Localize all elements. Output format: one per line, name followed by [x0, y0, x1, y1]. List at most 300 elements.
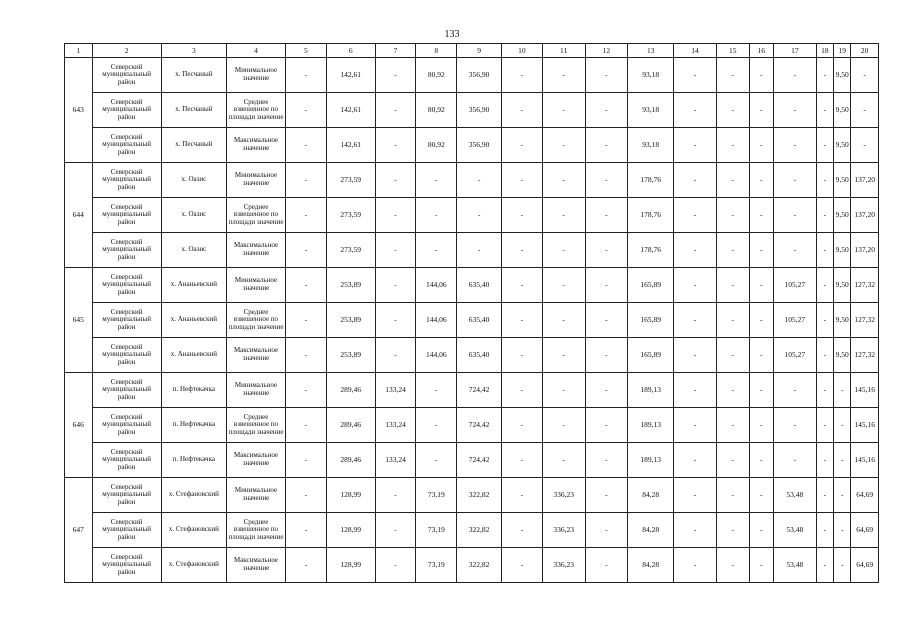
value-cell: 189,13 — [628, 373, 674, 408]
value-cell: 137,20 — [851, 233, 879, 268]
value-cell: - — [674, 373, 717, 408]
value-cell: - — [851, 93, 879, 128]
settlement-cell: х. Песчаный — [161, 128, 226, 163]
table-row — [65, 128, 879, 163]
value-cell: - — [816, 373, 833, 408]
value-cell: - — [834, 408, 851, 443]
value-cell: - — [416, 373, 457, 408]
settlement-cell: п. Нефтекачка — [161, 408, 226, 443]
value-cell: - — [749, 198, 773, 233]
value-cell: - — [375, 58, 416, 93]
value-cell: 105,27 — [773, 268, 816, 303]
value-cell: - — [286, 443, 327, 478]
table-row — [65, 268, 879, 303]
value-cell: 93,18 — [628, 128, 674, 163]
value-cell: 165,89 — [628, 338, 674, 373]
value-cell: - — [773, 233, 816, 268]
value-cell: - — [375, 268, 416, 303]
value-cell: - — [716, 548, 749, 583]
value-cell: - — [542, 338, 585, 373]
value-cell: - — [501, 58, 542, 93]
value-cell: 64,69 — [851, 513, 879, 548]
value-cell: - — [816, 478, 833, 513]
value-cell: - — [716, 513, 749, 548]
district-cell: Северский муниципальный район — [92, 303, 161, 338]
value-cell: 9,50 — [834, 128, 851, 163]
value-cell: 105,27 — [773, 303, 816, 338]
settlement-cell: х. Ананьевский — [161, 338, 226, 373]
column-header: 20 — [851, 44, 879, 58]
data-table — [64, 43, 879, 583]
column-header: 17 — [773, 44, 816, 58]
value-cell: - — [542, 233, 585, 268]
value-cell: - — [286, 478, 327, 513]
value-cell: 84,28 — [628, 478, 674, 513]
value-cell: - — [286, 338, 327, 373]
value-cell: 724,42 — [457, 408, 502, 443]
value-cell: 273,59 — [326, 163, 375, 198]
value-cell: - — [286, 163, 327, 198]
value-cell: 142,61 — [326, 93, 375, 128]
value-cell: - — [501, 233, 542, 268]
district-cell: Северский муниципальный район — [92, 58, 161, 93]
value-cell: 128,99 — [326, 548, 375, 583]
value-type-cell: Минимальное значение — [226, 58, 285, 93]
settlement-cell: п. Нефтекачка — [161, 373, 226, 408]
value-cell: - — [749, 58, 773, 93]
value-cell: - — [816, 128, 833, 163]
value-type-cell: Максимальное значение — [226, 338, 285, 373]
value-cell: - — [375, 338, 416, 373]
value-cell: 137,20 — [851, 198, 879, 233]
value-cell: - — [542, 128, 585, 163]
value-cell: - — [286, 233, 327, 268]
value-cell: - — [674, 198, 717, 233]
value-cell: 127,32 — [851, 338, 879, 373]
value-cell: 336,23 — [542, 478, 585, 513]
value-cell: - — [816, 58, 833, 93]
value-cell: - — [585, 198, 628, 233]
value-cell: 128,99 — [326, 513, 375, 548]
value-cell: 9,50 — [834, 338, 851, 373]
value-cell: 322,82 — [457, 548, 502, 583]
value-cell: - — [674, 93, 717, 128]
value-type-cell: Максимальное значение — [226, 443, 285, 478]
value-cell: 145,16 — [851, 443, 879, 478]
value-cell: - — [585, 58, 628, 93]
settlement-cell: п. Нефтекачка — [161, 443, 226, 478]
value-cell: - — [501, 128, 542, 163]
value-cell: - — [501, 303, 542, 338]
value-cell: - — [542, 163, 585, 198]
value-cell: 144,06 — [416, 303, 457, 338]
value-cell: - — [749, 443, 773, 478]
value-cell: - — [542, 408, 585, 443]
value-cell: - — [542, 58, 585, 93]
district-cell: Северский муниципальный район — [92, 443, 161, 478]
value-type-cell: Максимальное значение — [226, 233, 285, 268]
row-group-id: 644 — [65, 163, 93, 268]
value-cell: - — [286, 128, 327, 163]
settlement-cell: х. Ананьевский — [161, 268, 226, 303]
district-cell: Северский муниципальный район — [92, 268, 161, 303]
district-cell: Северский муниципальный район — [92, 198, 161, 233]
value-cell: 137,20 — [851, 163, 879, 198]
value-cell: - — [286, 198, 327, 233]
value-type-cell: Максимальное значение — [226, 128, 285, 163]
value-cell: 336,23 — [542, 513, 585, 548]
value-cell: 273,59 — [326, 233, 375, 268]
column-header: 3 — [161, 44, 226, 58]
value-cell: - — [816, 338, 833, 373]
value-cell: - — [816, 548, 833, 583]
value-cell: - — [501, 163, 542, 198]
value-cell: - — [716, 268, 749, 303]
value-cell: 635,40 — [457, 268, 502, 303]
value-cell: - — [501, 268, 542, 303]
value-cell: - — [816, 233, 833, 268]
value-cell: 9,50 — [834, 93, 851, 128]
value-cell: - — [286, 58, 327, 93]
value-cell: 165,89 — [628, 268, 674, 303]
value-cell: - — [585, 548, 628, 583]
table-row — [65, 408, 879, 443]
value-cell: 142,61 — [326, 58, 375, 93]
value-cell: - — [749, 268, 773, 303]
district-cell: Северский муниципальный район — [92, 93, 161, 128]
value-cell: - — [716, 478, 749, 513]
value-cell: 80,92 — [416, 93, 457, 128]
value-cell: 253,89 — [326, 268, 375, 303]
value-cell: - — [773, 443, 816, 478]
column-header: 7 — [375, 44, 416, 58]
value-type-cell: Среднее взвешенное по площади значение — [226, 198, 285, 233]
column-header: 13 — [628, 44, 674, 58]
value-cell: - — [816, 408, 833, 443]
value-cell: 356,90 — [457, 93, 502, 128]
value-cell: 322,82 — [457, 478, 502, 513]
value-cell: 145,16 — [851, 373, 879, 408]
column-header: 15 — [716, 44, 749, 58]
value-cell: - — [585, 233, 628, 268]
district-cell: Северский муниципальный район — [92, 408, 161, 443]
value-cell: 73,19 — [416, 548, 457, 583]
value-cell: - — [375, 198, 416, 233]
value-cell: 53,48 — [773, 513, 816, 548]
district-cell: Северский муниципальный район — [92, 128, 161, 163]
value-cell: 635,40 — [457, 303, 502, 338]
value-cell: - — [585, 478, 628, 513]
value-cell: - — [816, 93, 833, 128]
value-cell: 289,46 — [326, 408, 375, 443]
value-cell: 356,90 — [457, 128, 502, 163]
value-cell: 128,99 — [326, 478, 375, 513]
value-cell: 189,13 — [628, 408, 674, 443]
value-cell: 178,76 — [628, 198, 674, 233]
value-cell: - — [834, 513, 851, 548]
value-cell: 9,50 — [834, 303, 851, 338]
settlement-cell: х. Оазис — [161, 233, 226, 268]
settlement-cell: х. Стефановский — [161, 478, 226, 513]
value-cell: - — [674, 513, 717, 548]
row-group-id: 647 — [65, 478, 93, 583]
column-header: 12 — [585, 44, 628, 58]
header-row — [65, 44, 879, 58]
table-row — [65, 338, 879, 373]
value-cell: - — [585, 268, 628, 303]
value-cell: 84,28 — [628, 548, 674, 583]
value-cell: - — [501, 373, 542, 408]
value-cell: - — [416, 233, 457, 268]
table-row — [65, 163, 879, 198]
value-cell: 635,40 — [457, 338, 502, 373]
value-cell: - — [816, 268, 833, 303]
table-row — [65, 373, 879, 408]
value-cell: - — [773, 58, 816, 93]
value-cell: - — [749, 338, 773, 373]
value-cell: - — [716, 373, 749, 408]
value-cell: - — [816, 303, 833, 338]
value-cell: - — [286, 373, 327, 408]
value-type-cell: Минимальное значение — [226, 373, 285, 408]
settlement-cell: х. Стефановский — [161, 513, 226, 548]
value-cell: - — [585, 93, 628, 128]
table-row — [65, 548, 879, 583]
value-cell: - — [585, 303, 628, 338]
value-cell: - — [542, 198, 585, 233]
value-cell: 64,69 — [851, 548, 879, 583]
value-cell: - — [851, 128, 879, 163]
value-cell: - — [501, 443, 542, 478]
value-cell: 9,50 — [834, 198, 851, 233]
value-cell: - — [286, 548, 327, 583]
value-cell: - — [542, 443, 585, 478]
value-cell: - — [716, 58, 749, 93]
column-header: 4 — [226, 44, 285, 58]
value-type-cell: Максимальное значение — [226, 548, 285, 583]
value-cell: 724,42 — [457, 373, 502, 408]
value-cell: - — [773, 163, 816, 198]
value-cell: - — [716, 198, 749, 233]
value-cell: - — [716, 408, 749, 443]
value-type-cell: Минимальное значение — [226, 478, 285, 513]
value-cell: 189,13 — [628, 443, 674, 478]
value-cell: 80,92 — [416, 128, 457, 163]
value-cell: - — [542, 268, 585, 303]
value-cell: - — [416, 408, 457, 443]
value-cell: - — [674, 408, 717, 443]
column-header: 6 — [326, 44, 375, 58]
value-cell: - — [375, 163, 416, 198]
value-cell: - — [716, 128, 749, 163]
value-cell: 9,50 — [834, 163, 851, 198]
value-cell: - — [375, 513, 416, 548]
value-cell: - — [416, 198, 457, 233]
value-cell: - — [674, 338, 717, 373]
table-row — [65, 93, 879, 128]
value-cell: - — [501, 548, 542, 583]
table-row — [65, 478, 879, 513]
value-cell: - — [749, 478, 773, 513]
value-cell: - — [286, 268, 327, 303]
value-cell: 356,90 — [457, 58, 502, 93]
value-cell: - — [416, 443, 457, 478]
value-cell: - — [749, 303, 773, 338]
value-cell: - — [749, 373, 773, 408]
value-cell: - — [542, 373, 585, 408]
value-cell: - — [716, 338, 749, 373]
value-cell: 53,48 — [773, 548, 816, 583]
value-cell: - — [585, 373, 628, 408]
value-cell: - — [674, 548, 717, 583]
table-row — [65, 233, 879, 268]
value-cell: 93,18 — [628, 58, 674, 93]
column-header: 16 — [749, 44, 773, 58]
value-cell: 144,06 — [416, 268, 457, 303]
value-cell: - — [716, 443, 749, 478]
settlement-cell: х. Оазис — [161, 198, 226, 233]
value-cell: - — [674, 233, 717, 268]
value-cell: 133,24 — [375, 443, 416, 478]
value-cell: - — [834, 548, 851, 583]
district-cell: Северский муниципальный район — [92, 338, 161, 373]
value-cell: 178,76 — [628, 233, 674, 268]
settlement-cell: х. Ананьевский — [161, 303, 226, 338]
value-cell: 289,46 — [326, 443, 375, 478]
value-cell: - — [375, 303, 416, 338]
row-group-id: 645 — [65, 268, 93, 373]
column-header: 1 — [65, 44, 93, 58]
column-header: 19 — [834, 44, 851, 58]
value-cell: - — [501, 198, 542, 233]
value-cell: 9,50 — [834, 233, 851, 268]
district-cell: Северский муниципальный район — [92, 478, 161, 513]
value-cell: - — [749, 548, 773, 583]
column-header: 18 — [816, 44, 833, 58]
row-group-id: 646 — [65, 373, 93, 478]
value-cell: - — [416, 163, 457, 198]
value-cell: - — [585, 513, 628, 548]
value-cell: - — [375, 548, 416, 583]
value-cell: 142,61 — [326, 128, 375, 163]
value-cell: - — [501, 93, 542, 128]
value-cell: - — [773, 198, 816, 233]
value-cell: - — [773, 408, 816, 443]
value-cell: - — [773, 128, 816, 163]
value-cell: - — [542, 93, 585, 128]
value-cell: 253,89 — [326, 338, 375, 373]
value-cell: - — [674, 303, 717, 338]
value-cell: - — [286, 513, 327, 548]
value-cell: 127,32 — [851, 268, 879, 303]
value-cell: - — [816, 163, 833, 198]
value-cell: 93,18 — [628, 93, 674, 128]
value-cell: 9,50 — [834, 268, 851, 303]
value-cell: - — [375, 93, 416, 128]
value-cell: - — [674, 268, 717, 303]
table-row — [65, 198, 879, 233]
column-header: 8 — [416, 44, 457, 58]
column-header: 2 — [92, 44, 161, 58]
value-cell: - — [501, 408, 542, 443]
column-header: 5 — [286, 44, 327, 58]
value-cell: - — [716, 93, 749, 128]
value-cell: - — [674, 163, 717, 198]
value-cell: - — [674, 58, 717, 93]
value-cell: 336,23 — [542, 548, 585, 583]
value-cell: - — [716, 303, 749, 338]
value-cell: - — [834, 478, 851, 513]
value-cell: - — [674, 128, 717, 163]
value-cell: 84,28 — [628, 513, 674, 548]
table-row — [65, 513, 879, 548]
value-cell: 9,50 — [834, 58, 851, 93]
column-header: 11 — [542, 44, 585, 58]
value-cell: - — [716, 233, 749, 268]
value-cell: - — [585, 408, 628, 443]
value-cell: 73,19 — [416, 478, 457, 513]
value-type-cell: Среднее взвешенное по площади значение — [226, 93, 285, 128]
value-cell: - — [716, 163, 749, 198]
value-cell: 73,19 — [416, 513, 457, 548]
value-cell: - — [286, 408, 327, 443]
value-cell: - — [585, 128, 628, 163]
column-header: 14 — [674, 44, 717, 58]
value-cell: 53,48 — [773, 478, 816, 513]
district-cell: Северский муниципальный район — [92, 373, 161, 408]
value-cell: - — [851, 58, 879, 93]
value-cell: - — [816, 443, 833, 478]
value-cell: 273,59 — [326, 198, 375, 233]
value-cell: - — [542, 303, 585, 338]
value-cell: 144,06 — [416, 338, 457, 373]
value-cell: - — [375, 233, 416, 268]
page-number: 133 — [444, 29, 460, 40]
value-cell: 253,89 — [326, 303, 375, 338]
value-cell: - — [585, 163, 628, 198]
value-cell: 105,27 — [773, 338, 816, 373]
value-cell: - — [749, 93, 773, 128]
district-cell: Северский муниципальный район — [92, 513, 161, 548]
value-cell: - — [457, 233, 502, 268]
value-cell: - — [834, 443, 851, 478]
settlement-cell: х. Песчаный — [161, 58, 226, 93]
value-cell: - — [501, 478, 542, 513]
value-cell: 133,24 — [375, 408, 416, 443]
row-group-id: 643 — [65, 58, 93, 163]
value-cell: - — [457, 198, 502, 233]
value-type-cell: Среднее взвешенное по площади значение — [226, 303, 285, 338]
value-type-cell: Среднее взвешенное по площади значение — [226, 408, 285, 443]
value-cell: - — [816, 513, 833, 548]
value-cell: - — [749, 408, 773, 443]
value-cell: 289,46 — [326, 373, 375, 408]
value-cell: - — [286, 303, 327, 338]
value-cell: - — [816, 198, 833, 233]
value-cell: 127,32 — [851, 303, 879, 338]
value-cell: - — [773, 373, 816, 408]
table-row — [65, 443, 879, 478]
value-cell: - — [375, 478, 416, 513]
value-cell: - — [749, 163, 773, 198]
district-cell: Северский муниципальный район — [92, 163, 161, 198]
value-cell: 724,42 — [457, 443, 502, 478]
value-cell: 322,82 — [457, 513, 502, 548]
table-row — [65, 58, 879, 93]
value-type-cell: Среднее взвешенное по площади значение — [226, 513, 285, 548]
value-cell: - — [749, 233, 773, 268]
column-header: 9 — [457, 44, 502, 58]
